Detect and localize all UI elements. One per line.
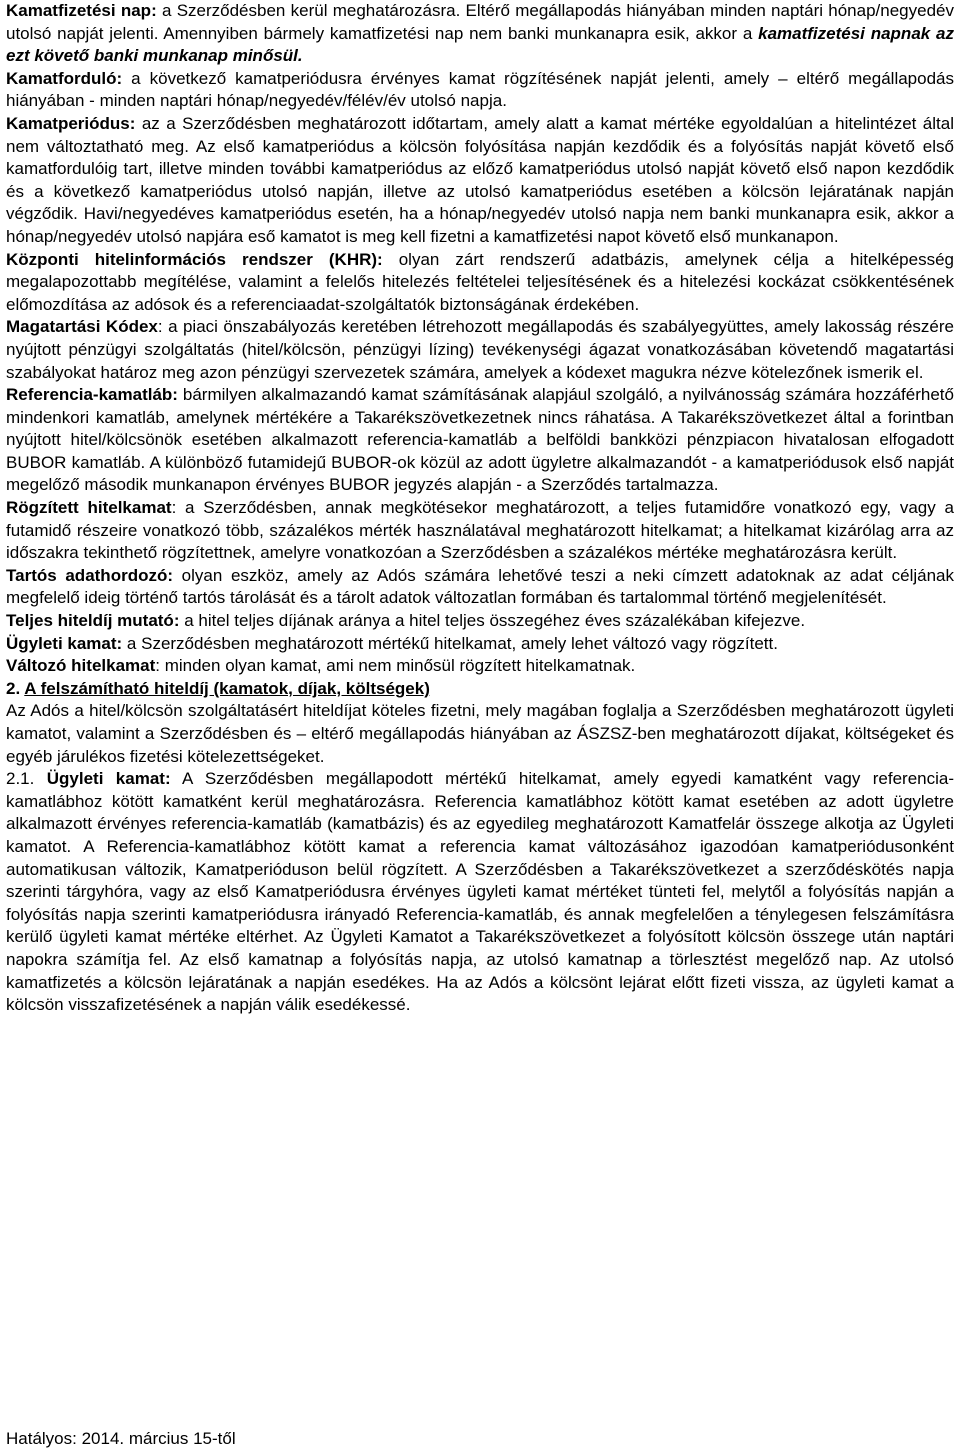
definition-tartos-adathordozo xyxy=(6,565,954,610)
term: Központi hitelinformációs rendszer (KHR): xyxy=(6,249,383,269)
paragraph-hiteldij: Az Adós a hitel/kölcsön szolgáltatásért hiteldíjat köteles fizetni, mely magában foglalja a Szerződésben meghatározott ügyleti kamatot, valamint a Szerződésben és – eltérő megállapodás hiányában az ÁSZSZ-ben meghatározott díjakat, költségeket és egyéb járulékos fizetési kötelezettségeket. xyxy=(6,701,954,766)
subsection-2-1 xyxy=(6,768,954,1017)
definition-text: olyan zárt rendszerű adatbázis, amelynek célja a hitelképesség megalapozottabb megítélése, valamint a felelős hitelezés feltételei teljesítésének és a hitelezési kockázat csökkentésének előmozdítása az adósok és a referenciaadat-szolgáltatók biztonságának érdekében. xyxy=(6,249,954,314)
definition-text: : minden olyan kamat, ami nem minősül rögzített hitelkamatnak. xyxy=(155,656,636,676)
definition-valtozo-hitelkamat xyxy=(6,655,954,678)
term: Tartós adathordozó: xyxy=(6,565,174,585)
term: Referencia-kamatláb: xyxy=(6,385,178,405)
definition-ugyleti-kamat xyxy=(6,633,954,656)
document-body xyxy=(6,0,954,1017)
section-number: 2. xyxy=(6,678,25,698)
section-title: A felszámítható hiteldíj (kamatok, díjak, költségek) xyxy=(24,678,430,698)
definition-kamatfordulo xyxy=(6,68,954,113)
term: Teljes hiteldíj mutató: xyxy=(6,611,180,631)
definition-thm xyxy=(6,610,954,633)
emphasis-text: kamatfizetési napnak az ezt követő banki munkanap minősül xyxy=(6,23,954,66)
definition-text: a Szerződésben meghatározott mértékű hitelkamat, amely lehet változó vagy rögzített. xyxy=(122,633,778,653)
subsection-text: A Szerződésben megállapodott mértékű hitelkamat, amely egyedi kamatként vagy referencia-kamatlábhoz kötött kamatként kerül meghatározásra. Referencia kamatlábhoz kötött kamat esetében az adott ügyletre alkalmazott érvényes referencia-kamatláb (kamatbázis) és az egyedileg meghatározott Kamatfelár összege alkotja az Ügyleti kamatot. A Referencia-kamatlábhoz kötött kamat a referencia kamat változásához igazodóan kamatperiódusonként automatikusan változik, Kamatperióduson belül rögzített. A Szerződésben a Takarékszövetkezet a szerződéskötés napja szerinti tárgyhóra, vagy az első Kamatperiódusra érvényes ügyleti kamat mértéket tünteti fel, melytől a folyósítás napján a folyósítás napja szerinti kamatperiódusra irányadó Referencia-kamatláb, és annak megfelelően a ténylegesen felszámításra kerülő ügyleti kamat mértéke eltérhet. Az Ügyleti Kamatot a Takarékszövetkezet a folyósított kölcsön összege után naptári napokra számítja fel. Az első kamatnap a folyósítás napja, az utolsó kamatnap a törlesztést megelőző nap. Az utolsó kamatfizetés a kölcsön lejáratának a napján esedékes. Ha az Adós a kölcsönt lejárat előtt fizeti vissza, az ügyleti kamat a kölcsön visszafizetésének a napján válik esedékessé. xyxy=(6,769,954,1015)
definition-magatartasi-kodex xyxy=(6,316,954,384)
definition-text: olyan eszköz, amely az Adós számára lehetővé teszi a neki címzett adatoknak az adat céljának megfelelő ideig történő tartós tárolását és a tárolt adatok változatlan formában és tartalommal történő megjelenítését. xyxy=(6,565,954,608)
term: Ügyleti kamat: xyxy=(46,769,171,789)
term: Rögzített hitelkamat xyxy=(6,498,172,518)
definition-khr xyxy=(6,249,954,317)
definition-text: az a Szerződésben meghatározott időtartam, amely alatt a kamat mértéke egyoldalúan a hitelintézet által nem változtatható meg. Az első kamatperiódus a kölcsön folyósítása napján kezdődik és a folyósítás napját követő első kamatfordulóig tart, illetve minden további kamatperiódus az előző kamatperiódus utolsó napját követő első napon kezdődik és a következő kamatperiódus utolsó napján, illetve az utolsó kamatperiódus esetében a kölcsön lejáratának napján végződik. Havi/negyedéves kamatperiódus esetén, ha a hónap/negyedév utolsó napja nem banki munkanapra esik, akkor a hónap/negyedév utolsó napjára eső kamatot is meg kell fizetni a kamatfizetési napot követő első munkanapon. xyxy=(6,113,954,246)
subsection-number: 2.1. xyxy=(6,769,47,789)
punctuation: . xyxy=(297,46,303,66)
section-heading-2 xyxy=(6,678,954,701)
term: Kamatforduló: xyxy=(6,68,123,88)
definition-text: : a Szerződésben, annak megkötésekor meghatározott, a teljes futamidőre vonatkozó egy, vagy a futamidő részeire vonatkozó több, százalékos mérték használatával meghatározott hitelkamat; a hitelkamat kizárólag arra az időszakra tekinthető rögzítettnek, amelyre vonatkozóan a Szerződésben a százalékos mértéke meghatározásra került. xyxy=(6,498,954,563)
term: Kamatperiódus: xyxy=(6,113,136,133)
definition-text: bármilyen alkalmazandó kamat számításának alapjául szolgáló, a nyilvánosság számára hozzáférhető mindenkori kamatláb, amelynek mértékére a Takarékszövetkezetnek nincs ráhatása. A Takarékszövetkezet által a forintban nyújtott hitel/kölcsönök esetében alkalmazott referencia-kamatláb a belföldi bankközi pénzpiacon hivatalosan elfogadott BUBOR kamatláb. A különböző futamidejű BUBOR-ok közül az adott ügyletre alkalmazandót - a kamatperiódusok első napját megelőző második munkanapon érvényes BUBOR jegyzés alapján - a Szerződés tartalmazza. xyxy=(6,385,954,495)
definition-text: a hitel teljes díjának aránya a hitel teljes összegéhez éves százalékában kifejezve. xyxy=(179,611,806,631)
definition-kamatfizetesi-nap xyxy=(6,0,954,68)
term: Ügyleti kamat: xyxy=(6,633,123,653)
definition-kamatperiodus xyxy=(6,113,954,249)
definition-referencia-kamatlab xyxy=(6,384,954,497)
term: Változó hitelkamat xyxy=(6,656,156,676)
definition-text: : a piaci önszabályozás keretében létrehozott megállapodás és szabályegyüttes, amely lakosság részére nyújtott pénzügyi szolgáltatás (hitel/kölcsön, pénzügyi lízing) tevékenységi ágazat vonatkozásában követendő magatartási szabályokat határoz meg azon pénzügyi szervezetek számára, amelyek a kódexet magukra nézve kötelezőnek ismerik el. xyxy=(6,317,954,382)
term: Kamatfizetési nap: xyxy=(6,1,157,20)
effective-date-footer: Hatályos: 2014. március 15-től xyxy=(6,1429,236,1448)
definition-rogzitett-hitelkamat xyxy=(6,497,954,565)
term: Magatartási Kódex xyxy=(6,317,158,337)
definition-text: a következő kamatperiódusra érvényes kamat rögzítésének napját jelenti, amely – eltérő megállapodás hiányában - minden naptári hónap/negyedév/félév/év utolsó napja. xyxy=(6,68,954,111)
definition-text: a Szerződésben kerül meghatározásra. Eltérő megállapodás hiányában minden naptári hónap/negyedév utolsó napját jelenti. Amennyiben bármely kamatfizetési nap nem banki munkanapra esik, akkor a xyxy=(6,1,954,43)
